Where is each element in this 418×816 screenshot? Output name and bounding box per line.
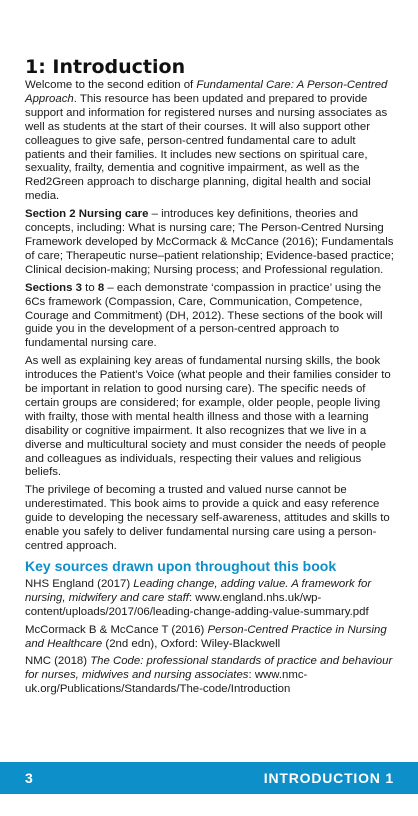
section-2-text: – introduces key definitions, theories and concepts, including: What is nursing care; The Person-Centred Nursing Framework developed by McCormack & McCance (2016); Fundamentals of care; Therapeutic nurse–patient relationship; Evidence-based practice; Clinical decision-making; Nursing process; and Professional regulation. bbox=[25, 208, 394, 276]
intro-paragraph bbox=[25, 79, 395, 204]
source-item bbox=[25, 578, 395, 620]
sections-to-word: to bbox=[81, 281, 98, 294]
source-item bbox=[25, 655, 395, 697]
source-suffix: (2nd edn), Oxford: Wiley-Blackwell bbox=[102, 637, 281, 650]
source-title: The Code: professional standards of practice and behaviour for nurses, midwives and nursing associates bbox=[25, 655, 393, 682]
section-2-label: Section 2 Nursing care bbox=[25, 208, 149, 221]
sections-3-8-text: – each demonstrate ‘compassion in practice’ using the 6Cs framework (Compassion, Care, Communication, Competence, Courage and Commitment) (DH, 2012). These sections of the book will guide you in the development of a person-centred approach to fundamental nursing care. bbox=[25, 281, 383, 350]
source-prefix: NMC (2018) bbox=[25, 655, 91, 668]
page-number: 3 bbox=[25, 770, 33, 786]
source-title: Person-Centred Practice in Nursing and Healthcare bbox=[25, 623, 387, 650]
chapter-heading: 1: Introduction bbox=[25, 56, 186, 78]
section-2-paragraph bbox=[25, 208, 395, 278]
intro-text-2: . This resource has been updated and prepared to provide support and information for registered nurses and nursing associates as well as students at the start of their courses. It will also support other colleagues to give safe, person-centred fundamental care to adult patients and their families. It includes new sections on spiritual care, sexuality, frailty, dementia and cognitive impairment, as well as the Red2Green approach to discharge planning, digital health and social media. bbox=[25, 92, 388, 203]
sources-heading: Key sources drawn upon throughout this book bbox=[25, 557, 337, 574]
intro-text-1: Welcome to the second edition of bbox=[25, 79, 197, 91]
running-section-title: INTRODUCTION 1 bbox=[263, 770, 394, 786]
source-prefix: McCormack B & McCance T (2016) bbox=[25, 623, 208, 636]
sections-3-label: Sections 3 bbox=[25, 281, 82, 294]
source-suffix: : www.england.nhs.uk/wp-content/uploads/2017/06/leading-change-adding-value-summary.pdf bbox=[25, 591, 369, 618]
privilege-paragraph: The privilege of becoming a trusted and valued nurse cannot be underestimated. This book aims to provide a quick and easy reference guide to developing the necessary self-awareness, attitudes and skills to enable you safely to deliver fundamental nursing care using a person-centred approach. bbox=[25, 484, 390, 552]
book-title: Fundamental Care: A Person-Centred Approach bbox=[25, 79, 388, 105]
page-content bbox=[25, 56, 395, 701]
source-suffix: : www.nmc-uk.org/Publications/Standards/The-code/Introduction bbox=[25, 669, 308, 696]
source-title: Leading change, adding value. A framework for nursing, midwifery and care staff bbox=[25, 577, 372, 604]
source-item bbox=[25, 624, 395, 652]
sections-8-label: 8 bbox=[97, 281, 105, 294]
source-prefix: NHS England (2017) bbox=[25, 577, 134, 590]
page-footer bbox=[0, 762, 418, 794]
skills-paragraph: As well as explaining key areas of fundamental nursing skills, the book introduces the Patient’s Voice (what people and their families consider to be important in relation to good nursing care). The specific needs of certain groups are considered; for example, older people, people living with frailty, those with mental health illness and those with a learning disability or cognitive impairment. It also recognizes that we live in a diverse and multicultural society and must consider the needs of people and colleagues as individuals, respecting their values and religious beliefs. bbox=[25, 355, 391, 479]
sections-3-8-paragraph bbox=[25, 282, 395, 352]
